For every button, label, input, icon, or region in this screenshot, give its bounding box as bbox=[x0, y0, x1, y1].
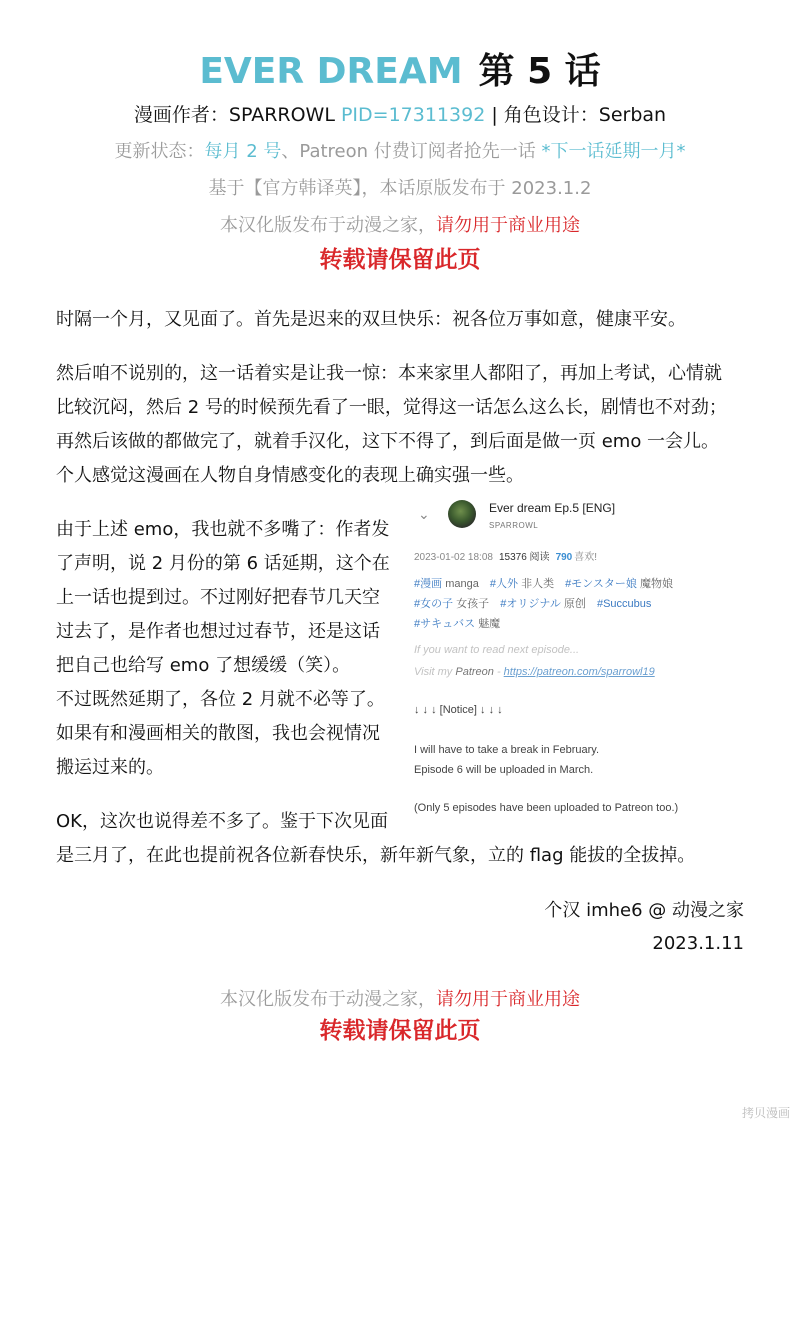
text-line: 个人感觉这漫画在人物自身情感变化的表现上确实强一些。 bbox=[56, 465, 524, 486]
notice-heading: ↓ ↓ ↓ [Notice] ↓ ↓ ↓ bbox=[414, 704, 503, 716]
keep-page-notice-top: 转载请保留此页 bbox=[319, 247, 481, 273]
page-title bbox=[0, 48, 800, 96]
credits-pid: PID=17311392 bbox=[340, 104, 486, 126]
translator-signature: 个汉 imhe6 @ 动漫之家 bbox=[544, 900, 744, 921]
tag-translation: 非人类 bbox=[521, 578, 555, 590]
credits-design: | 角色设计：Serban bbox=[485, 104, 667, 126]
status-delay: *下一话延期一月* bbox=[541, 141, 686, 162]
text-line: 搬运过来的。 bbox=[56, 757, 164, 778]
text-line: 再然后该做的都做完了，就着手汉化，这下不得了，到后面是做一页 emo 一会儿。 bbox=[56, 431, 720, 452]
tag-link[interactable]: #人外 bbox=[489, 578, 519, 590]
text-line: 是三月了，在此也提前祝各位新春快乐，新年新气象，立的 flag 能拔的全拔掉。 bbox=[56, 845, 696, 866]
credits-author: 漫画作者：SPARROWL bbox=[133, 104, 341, 126]
tag-translation: 魔物娘 bbox=[640, 578, 673, 590]
post-likes-label: 喜欢! bbox=[574, 552, 598, 563]
tag-link[interactable]: #オリジナル bbox=[500, 598, 561, 610]
text-line: 过去了，是作者也想过过春节，还是这话 bbox=[56, 621, 380, 642]
text-line: 不过既然延期了，各位 2 月就不必等了。 bbox=[56, 689, 385, 710]
notice-line: Episode 6 will be uploaded in March. bbox=[414, 764, 594, 776]
release-notice-text: 本汉化版发布于动漫之家， bbox=[220, 215, 436, 236]
tag-translation: 原创 bbox=[563, 598, 586, 610]
chevron-down-icon[interactable]: ⌄ bbox=[418, 506, 430, 522]
status-patreon: 、Patreon 付费订阅者抢先一话 bbox=[281, 141, 542, 162]
signature-date: 2023.1.11 bbox=[652, 933, 744, 954]
tag-link[interactable]: #サキュバス bbox=[414, 618, 476, 630]
text-line: 然后咱不说别的，这一话着实是让我一惊：本来家里人都阳了，再加上考试，心情就 bbox=[56, 363, 722, 384]
post-views: 15376 阅读 bbox=[498, 552, 550, 563]
tag-link[interactable]: #モンスター娘 bbox=[565, 578, 637, 590]
notice-line: I will have to take a break in February. bbox=[414, 744, 600, 756]
keep-page-notice-bottom: 转载请保留此页 bbox=[319, 1018, 481, 1044]
post-date: 2023-01-02 18:08 bbox=[414, 552, 493, 563]
text-line: 如果有和漫画相关的散图，我也会视情况 bbox=[56, 723, 380, 744]
post-title[interactable]: Ever dream Ep.5 [ENG] bbox=[489, 501, 616, 515]
text-line: 比较沉闷，然后 2 号的时候预先看了一眼，觉得这一话怎么这么长，剧情也不对劲； bbox=[56, 397, 727, 418]
paragraph-delay bbox=[56, 513, 390, 785]
post-meta bbox=[414, 548, 597, 563]
update-status bbox=[0, 137, 800, 167]
credits-line bbox=[0, 100, 800, 130]
patreon-line bbox=[414, 666, 655, 678]
text-line: 把自己也给写 emo 了想缓缓（笑）。 bbox=[56, 655, 351, 676]
tag-link[interactable]: #女の子 bbox=[414, 598, 454, 610]
tag-translation: 女孩子 bbox=[456, 598, 490, 610]
release-notice-bottom bbox=[0, 985, 800, 1015]
patreon-label: Patreon bbox=[455, 666, 494, 678]
text-line: 上一话也提到过。不过刚好把春节几天空 bbox=[56, 587, 380, 608]
tag-translation: 魅魔 bbox=[478, 618, 501, 630]
text-line: 了声明，说 2 月份的第 6 话延期，这个在 bbox=[56, 553, 390, 574]
notice-line: (Only 5 episodes have been uploaded to Patreon too.) bbox=[414, 802, 679, 814]
patreon-link[interactable]: https://patreon.com/sparrowl19 bbox=[503, 666, 655, 678]
text-line: 由于上述 emo，我也就不多嘴了：作者发 bbox=[56, 519, 390, 540]
no-commercial-warning: 请勿用于商业用途 bbox=[436, 215, 580, 236]
source-basis: 基于【官方韩译英】，本话原版发布于 2023.1.2 bbox=[208, 178, 592, 199]
avatar[interactable] bbox=[448, 500, 476, 528]
post-author[interactable]: SPARROWL bbox=[489, 521, 539, 530]
tag-translation: manga bbox=[445, 578, 479, 590]
patreon-dash: - bbox=[493, 666, 504, 678]
paragraph-impression bbox=[56, 357, 727, 493]
no-commercial-warning: 请勿用于商业用途 bbox=[436, 989, 580, 1010]
post-tags bbox=[414, 574, 734, 634]
title-english: EVER DREAM bbox=[199, 51, 463, 92]
post-likes[interactable]: 790 bbox=[555, 552, 573, 563]
tag-link[interactable]: #漫画 bbox=[414, 578, 443, 590]
tag-link[interactable]: #Succubus bbox=[596, 598, 652, 610]
watermark: 拷贝漫画 bbox=[741, 1106, 790, 1120]
title-episode: 第 5 话 bbox=[478, 51, 601, 92]
status-monthly: 每月 2 号 bbox=[204, 141, 282, 162]
author-notice-post bbox=[408, 496, 748, 828]
release-notice-text: 本汉化版发布于动漫之家， bbox=[220, 989, 436, 1010]
status-label: 更新状态： bbox=[114, 141, 205, 162]
patreon-prefix: Visit my bbox=[414, 666, 456, 678]
next-episode-hint: If you want to read next episode... bbox=[414, 644, 580, 656]
paragraph-greeting: 时隔一个月，又见面了。首先是迟来的双旦快乐：祝各位万事如意，健康平安。 bbox=[56, 309, 686, 330]
text-line: OK，这次也说得差不多了。鉴于下次见面 bbox=[56, 811, 388, 832]
release-notice-top bbox=[0, 211, 800, 241]
